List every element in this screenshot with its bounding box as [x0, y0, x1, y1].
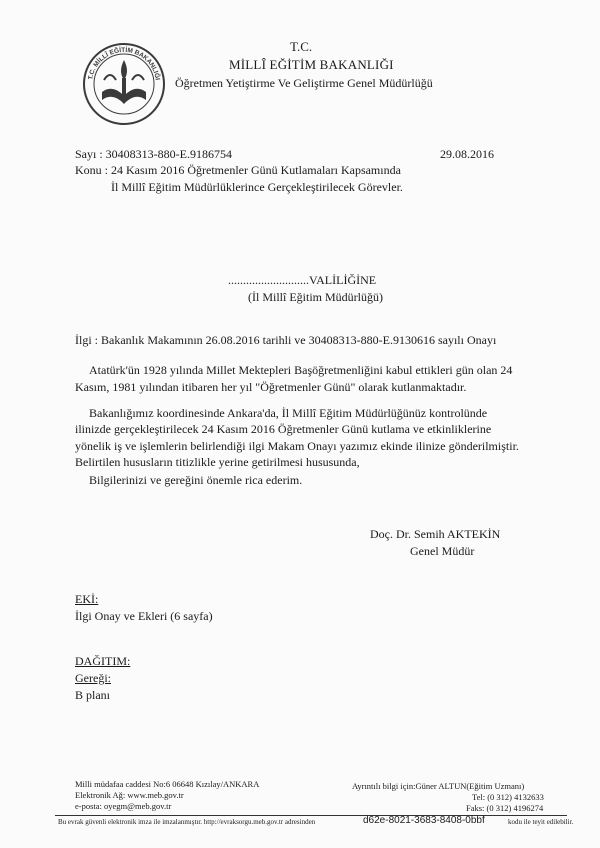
- document-number: Sayı : 30408313-880-E.9186754: [75, 147, 232, 161]
- esign-notice-prefix: Bu evrak güvenli elektronik imza ile imzalanmıştır. http://evraksorgu.meb.gov.tr adresinden: [58, 818, 316, 826]
- body-p2-line-2: ilinizde gerçekleştirilecek 24 Kasım 2016 Öğretmenler Günü kutlama ve etkinliklerine: [75, 422, 492, 436]
- esign-verification-code: d62e-8021-3683-8408-0bbf: [363, 815, 485, 826]
- document-date: 29.08.2016: [440, 147, 494, 161]
- body-p3: Bilgilerinizi ve gereğini önemle rica ederim.: [89, 473, 303, 487]
- attachment-item: İlgi Onay ve Ekleri (6 sayfa): [75, 609, 213, 623]
- signatory-title: Genel Müdür: [410, 544, 475, 558]
- footer-web: Elektronik Ağ: www.meb.gov.tr: [75, 790, 184, 800]
- recipient-line-2: (İl Millî Eğitim Müdürlüğü): [248, 290, 383, 304]
- header-ministry: MİLLÎ EĞİTİM BAKANLIĞI: [229, 57, 394, 72]
- signatory-name: Doç. Dr. Semih AKTEKİN: [370, 527, 501, 541]
- footer-tel: Tel: (0 312) 4132633: [472, 792, 544, 802]
- footer-contact: Ayrıntılı bilgi için:Güner ALTUN(Eğitim Uzmanı): [352, 781, 525, 791]
- body-p2-line-4: Belirtilen hususların titizlikle yerine getirilmesi hususunda,: [75, 455, 360, 469]
- distribution-item: B planı: [75, 688, 110, 702]
- body-p2-line-1: Bakanlığımız koordinesinde Ankara'da, İl Millî Eğitim Müdürlüğünüz kontrolünde: [89, 406, 488, 420]
- distribution-geregi: Gereği:: [75, 671, 111, 685]
- ministry-seal-logo: [80, 40, 168, 128]
- footer-email: e-posta: oyegm@meb.gov.tr: [75, 801, 172, 811]
- header-directorate: Öğretmen Yetiştirme Ve Geliştirme Genel Müdürlüğü: [175, 76, 433, 90]
- reference-line: İlgi : Bakanlık Makamının 26.08.2016 tarihli ve 30408313-880-E.9130616 sayılı Onayı: [75, 333, 497, 347]
- footer-fax: Faks: (0 312) 4196274: [466, 803, 544, 813]
- recipient-line-1: ...........................VALİLİĞİNE: [228, 273, 377, 287]
- distribution-heading: DAĞITIM:: [75, 654, 131, 668]
- esign-notice-suffix: kodu ile teyit edilebilir.: [508, 818, 574, 826]
- body-p2-line-3: yönelik iş ve işlemlerin belirlendiği ilgi Makam Onayı yazımız ekinde ilinize gönderilmiştir.: [75, 439, 519, 453]
- svg-text:T.C. MİLLÎ EĞİTİM BAKANLIĞI: T.C. MİLLÎ EĞİTİM BAKANLIĞI: [87, 46, 161, 81]
- subject-line-1: Konu : 24 Kasım 2016 Öğretmenler Günü Kutlamaları Kapsamında: [75, 163, 401, 177]
- body-p1-line-2: Kasım, 1981 yılından itibaren her yıl "Öğretmenler Günü" olarak kutlanmaktadır.: [75, 380, 467, 394]
- subject-line-2: İl Millî Eğitim Müdürlüklerince Gerçekleştirilecek Görevler.: [111, 180, 403, 194]
- body-p1-line-1: Atatürk'ün 1928 yılında Millet Mektepleri Başöğretmenliğini kabul ettikleri gün olan 24: [89, 363, 513, 377]
- footer-divider: [55, 815, 567, 816]
- header-tc: T.C.: [290, 39, 313, 54]
- footer-address: Milli müdafaa caddesi No:6 06648 Kızılay/ANKARA: [75, 779, 260, 789]
- attachments-heading: EKİ:: [75, 592, 99, 606]
